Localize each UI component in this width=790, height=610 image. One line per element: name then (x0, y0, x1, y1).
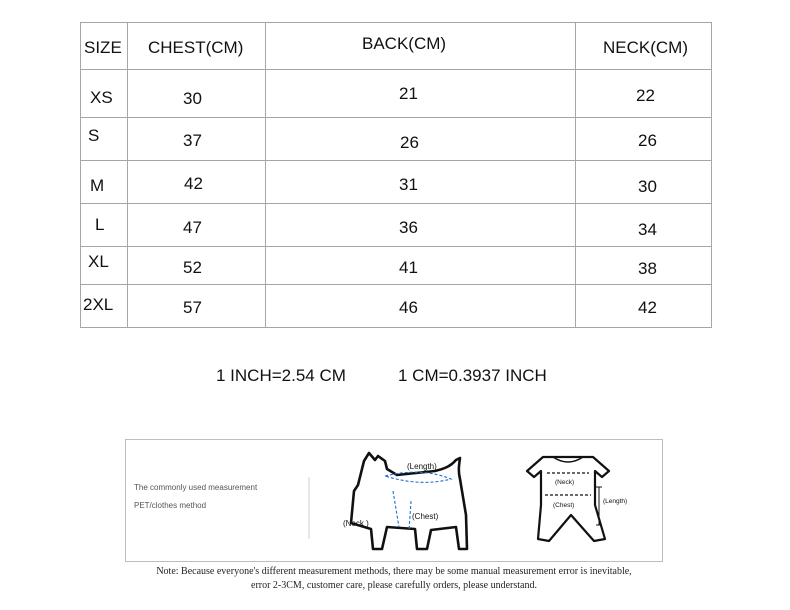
cm-to-inch-text: 1 CM=0.3937 INCH (398, 366, 547, 385)
back-cell: 41 (399, 258, 418, 277)
measurement-guide (125, 439, 663, 599)
size-table (80, 22, 712, 328)
size-cell: 2XL (83, 295, 114, 314)
header-chest: CHEST(CM) (148, 38, 244, 57)
clothes-chest-label: (Chest) (553, 502, 575, 509)
size-cell: XL (88, 252, 109, 271)
back-cell: 46 (399, 298, 418, 317)
size-cell: S (88, 126, 100, 145)
dog-chest-dashes (409, 501, 411, 531)
back-cell: 36 (399, 218, 418, 237)
table-rule (575, 22, 576, 328)
neck-cell: 34 (638, 220, 657, 239)
table-rule (80, 22, 712, 23)
chest-cell: 57 (183, 298, 202, 317)
dog-chest-label: (Chest) (412, 512, 439, 521)
size-cell: L (95, 215, 105, 234)
clothes-length-label: (Length) (603, 498, 628, 505)
note-line-2: error 2-3CM, customer care, please carefully orders, please understand. (251, 580, 537, 591)
chest-cell: 52 (183, 258, 202, 277)
neck-cell: 42 (638, 298, 657, 317)
neck-cell: 22 (636, 86, 655, 105)
table-rule (711, 22, 712, 328)
guide-title: The commonly used measurement (134, 483, 258, 492)
chest-cell: 42 (184, 174, 203, 193)
clothes-silhouette-icon (527, 457, 609, 541)
back-cell: 21 (399, 84, 418, 103)
inch-to-cm-text: 1 INCH=2.54 CM (216, 366, 346, 385)
size-cell: M (90, 176, 105, 195)
table-rule (80, 22, 81, 328)
table-rule (265, 22, 266, 328)
table-rule (80, 117, 712, 118)
dog-neck-label: (Neck ) (343, 519, 369, 528)
header-back: BACK(CM) (362, 34, 447, 53)
back-cell: 31 (399, 175, 418, 194)
table-rule (80, 160, 712, 161)
table-rule (80, 327, 712, 328)
table-rule (80, 284, 712, 285)
dog-neck-dashes (393, 491, 399, 527)
neck-cell: 26 (638, 131, 657, 150)
header-neck: NECK(CM) (603, 38, 688, 57)
chest-cell: 37 (183, 131, 202, 150)
table-rule (127, 22, 128, 328)
chest-cell: 47 (183, 218, 202, 237)
neck-cell: 30 (638, 177, 657, 196)
clothes-neck-label: (Neck) (555, 479, 575, 486)
table-rule (80, 246, 712, 247)
measurement-illustration (125, 439, 663, 561)
unit-conversion (0, 366, 790, 388)
header-size: SIZE (84, 38, 122, 57)
table-rule (80, 69, 712, 70)
neck-cell: 38 (638, 259, 657, 278)
guide-subtitle: PET/clothes method (134, 501, 207, 510)
size-cell: XS (90, 88, 113, 107)
table-rule (80, 203, 712, 204)
chest-cell: 30 (183, 89, 202, 108)
back-cell: 26 (400, 133, 419, 152)
dog-length-label: (Length) (407, 462, 437, 471)
note-line-1: Note: Because everyone's different measurement methods, there may be some manual measurement error is inevitable, (156, 566, 632, 577)
